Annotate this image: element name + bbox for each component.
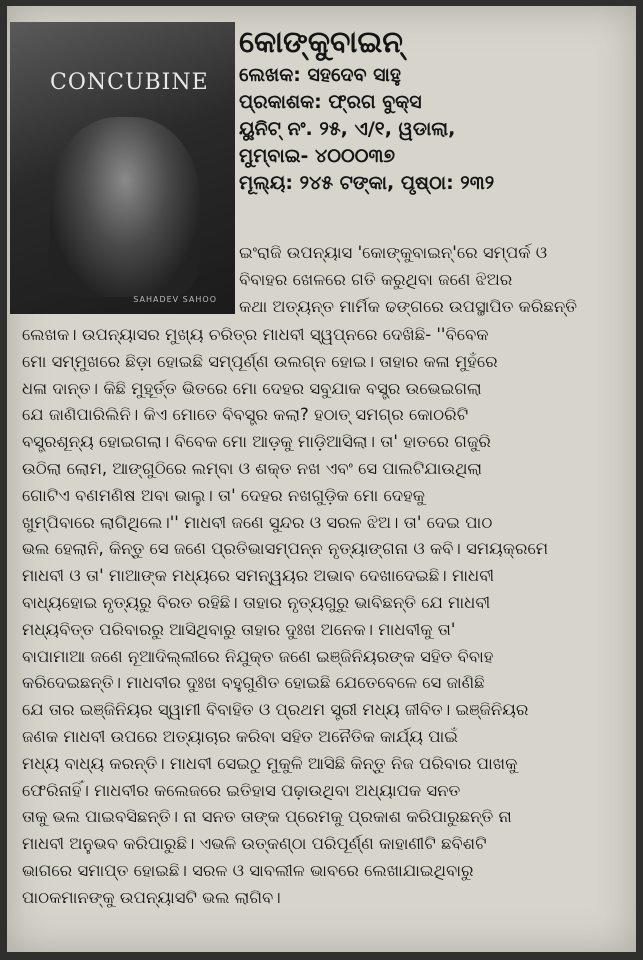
body-line: ମାଧବୀ ଅନୁଭବ କରିପାରୁଛି। ଏଭଳି ଉତ୍କଣ୍ଠା ପରିପୂର୍ଣ୍ଣ କାହାଣୀଟି ଛବିଶଟି [22, 834, 487, 854]
body-line: ଗୋଟିଏ ବଣମଣିଷ ଅବା ଭାଲୁ। ତା' ଦେହର ନଖଗୁଡ଼ିକ ମୋ ଦେହକୁ [22, 485, 425, 505]
newspaper-clipping [7, 6, 636, 952]
intro-line: ବିବାହର ଖେଳରେ ଗତି କରୁଥିବା ଜଣେ ଝିଅର [239, 269, 513, 289]
address-line: ୟୁନିଟ୍ ନଂ. ୨୫, ଏ/୧, ୱଡାଲା, [239, 118, 456, 140]
book-cover-image [10, 22, 235, 314]
book-details [239, 24, 629, 197]
cover-author: SAHADEV SAHOO [133, 295, 217, 304]
body-line: ମାଧବୀ ଓ ତା' ମାଆଙ୍କ ମଧ୍ୟରେ ସମନ୍ୱୟର ଅଭାବ ଦେଖାଦେଇଛି। ମାଧବୀ [22, 566, 495, 586]
body-line: ମଧ୍ୟବିତ୍ତ ପରିବାରରୁ ଆସିଥିବାରୁ ତାହାର ଦୁଃଖ ଅନେକ। ମାଧବୀକୁ ତା' [22, 619, 456, 639]
review-body [22, 322, 632, 912]
review-intro [239, 240, 631, 320]
body-line: ଉଠିଲା ଲୋମ, ଆଙ୍ଗୁଠିରେ ଲମ୍ବା ଓ ଶକ୍ତ ନଖ ଏବଂ ସେ ପାଲଟିଯାଉଥିଲା [22, 458, 483, 478]
cover-portrait [50, 117, 200, 297]
city-line: ମୁମ୍ବାଇ- ୪୦୦୦୩୭ [239, 145, 396, 167]
body-line: ମୋ ସମ୍ମୁଖରେ ଛିଡ଼ା ହୋଇଛି ସମ୍ପୂର୍ଣ୍ଣ ଉଲଗ୍ନ ହୋଇ। ତାହାର କଳା ମୁହଁରେ [22, 351, 498, 371]
body-line: ଭାଗରେ ସମାପ୍ତ ହୋଇଛି। ସରଳ ଓ ସାବଲୀଳ ଭାବରେ ଲେଖାଯାଇଥିବାରୁ [22, 860, 474, 880]
body-line: ଖୁମ୍ପିବାରେ ଲାଗିଥିଲେ।'' ମାଧବୀ ଜଣେ ସୁନ୍ଦର ଓ ସରଳ ଝିଅ। ତା' ଦେଇ ପାଠ [22, 512, 493, 532]
intro-line: ଇଂରାଜି ଉପନ୍ୟାସ 'କୋଙ୍କୁବାଇନ୍'ରେ ସମ୍ପର୍କ ଓ [239, 243, 548, 262]
author-line: ଲେଖକ: ସହଦେବ ସାହୁ [239, 64, 401, 86]
body-line: ଧଳା ଦାନ୍ତ। କିଛି ମୁହୂର୍ତ୍ତ ଭିତରେ ମୋ ଦେହର ସବୁଯାକ ବସ୍ତ୍ର ଉଭେଇଗଲା [22, 378, 482, 398]
body-line: ମଧ୍ୟ ବାଧ୍ୟ କରନ୍ତି। ମାଧବୀ ସେଇଠୁ ମୁକୁଳି ଆସିଛି କିନ୍ତୁ ନିଜ ପରିବାର ପାଖକୁ [22, 753, 518, 773]
intro-line: କଥା ଅତ୍ୟନ୍ତ ମାର୍ମିକ ଢଙ୍ଗରେ ଉପସ୍ଥାପିତ କରିଛନ୍ତି [239, 296, 577, 316]
body-line: ବସ୍ତ୍ରଶୂନ୍ୟ ହୋଇଗଲା। ବିବେକ ମୋ ଆଡ଼କୁ ମାଡ଼ିଆସିଲା। ତା' ହାତରେ ଗଜୁରି [22, 432, 491, 452]
body-line: ତାକୁ ଭଲ ପାଇବସିଛନ୍ତି। ନା ସନତ ତାଙ୍କ ପ୍ରେମକୁ ପ୍ରକାଶ କରିପାରୁଛନ୍ତି ନା [22, 807, 512, 827]
body-line: ଯେ ଜାଣିପାରିଲିନି। କିଏ ମୋତେ ବିବସ୍ତ୍ର କଲା? ହଠାତ୍ ସମଗ୍ର କୋଠରିଟି [22, 405, 469, 425]
publisher-line: ପ୍ରକାଶକ: ଫ୍ରଗ ବୁକ୍ସ [239, 91, 422, 113]
price-line: ମୂଲ୍ୟ: ୨୪୫ ଟଙ୍କା, ପୃଷ୍ଠା: ୨୩୨ [239, 172, 495, 194]
body-line: ଭଲ ହେଲାନି, କିନ୍ତୁ ସେ ଜଣେ ପ୍ରତିଭାସମ୍ପନ୍ନ ନୃତ୍ୟାଙ୍ଗନା ଓ କବି। ସମୟକ୍ରମେ [22, 539, 549, 559]
book-title: କୋଙ୍କୁବାଇନ୍ [239, 25, 403, 60]
body-line: ଫେରିନାହିଁ। ମାଧବୀର କଲେଜରେ ଇତିହାସ ପଢ଼ାଉଥିବା ଅଧ୍ୟାପକ ସନତ [22, 780, 461, 800]
body-line: ଲେଖକ। ଉପନ୍ୟାସର ମୁଖ୍ୟ ଚରିତ୍ର ମାଧବୀ ସ୍ୱପ୍ନରେ ଦେଖିଛି- ''ବିବେକ [22, 325, 489, 344]
body-line: ବାପାମାଆ ଜଣେ ନୂଆଦିଲ୍ଲୀରେ ନିଯୁକ୍ତ ଜଣେ ଇଞ୍ଜିନିୟରଙ୍କ ସହିତ ବିବାହ [22, 646, 494, 666]
body-line: ଜଣକ ମାଧବୀ ଉପରେ ଅତ୍ୟାଚାର କରିବା ସହିତ ଅନୈତିକ କାର୍ଯ୍ୟ ପାଇଁ [22, 726, 459, 746]
body-line: କରିଦେଇଛନ୍ତି। ମାଧବୀର ଦୁଃଖ ବହୁଗୁଣିତ ହୋଇଛି ଯେତେବେଳେ ସେ ଜାଣିଛି [22, 673, 485, 693]
body-line: ଯେ ତାର ଇଞ୍ଜିନିୟର ସ୍ୱାମୀ ବିବାହିତ ଓ ପ୍ରଥମ ସ୍ତ୍ରୀ ମଧ୍ୟ ଜୀବିତ। ଇଞ୍ଜିନିୟର [22, 700, 529, 720]
body-line: ପାଠକମାନଙ୍କୁ ଉପନ୍ୟାସଟି ଭଲ ଲାଗିବ। [22, 887, 281, 907]
cover-title: CONCUBINE [50, 70, 209, 95]
body-line: ବାଧ୍ୟହୋଇ ନୃତ୍ୟରୁ ବିରତ ରହିଛି। ତାହାର ନୃତ୍ୟଗୁରୁ ଭାବିଛନ୍ତି ଯେ ମାଧବୀ [22, 592, 491, 612]
